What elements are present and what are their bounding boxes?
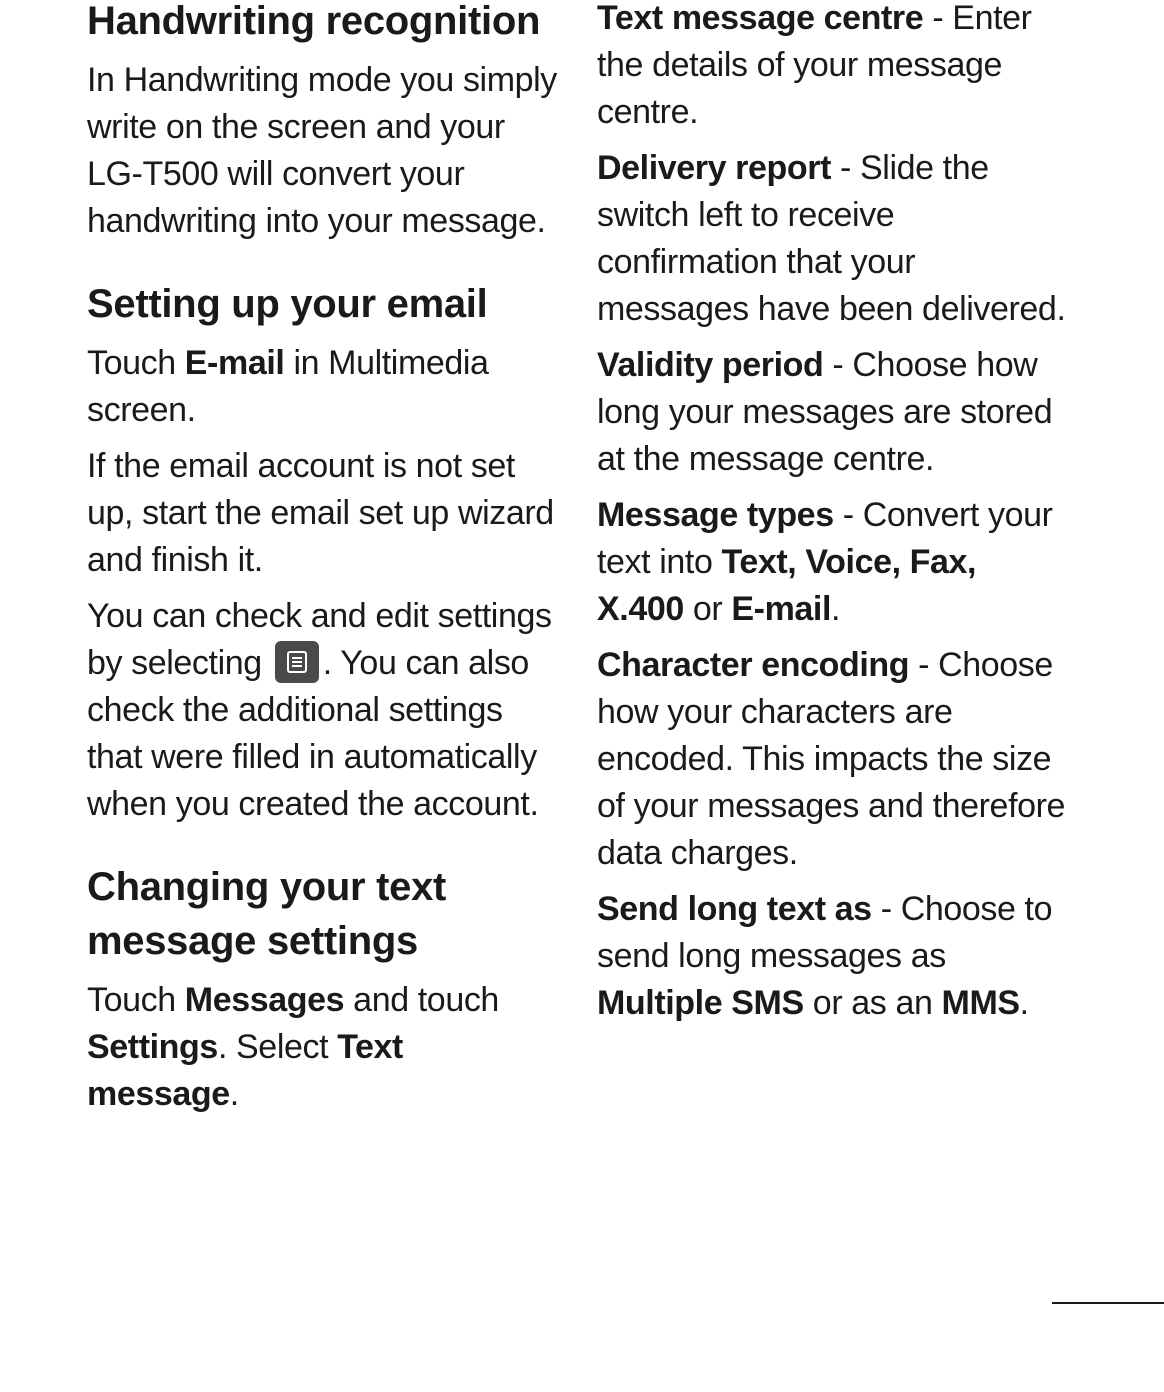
term-email: E-mail xyxy=(184,344,285,382)
page-corner-rule xyxy=(1052,1302,1164,1304)
term-type-email: E-mail xyxy=(731,590,832,628)
term-type-options: Text, Voice, Fax, X.400 xyxy=(597,543,977,628)
term-text-message: Text message xyxy=(87,1028,403,1113)
text-span: in Multimedia screen. xyxy=(87,344,489,429)
item-character-encoding xyxy=(597,642,1067,877)
text-span: . xyxy=(831,590,841,628)
text-span: . xyxy=(1019,984,1029,1022)
term-character-encoding: Character encoding xyxy=(597,646,910,684)
heading-changing-text-settings: Changing your text message settings xyxy=(87,865,447,963)
text-span: or xyxy=(683,590,732,628)
text-span: Touch xyxy=(87,344,185,382)
text-span: . xyxy=(229,1075,239,1113)
para-check-settings xyxy=(87,593,557,828)
term-settings: Settings xyxy=(87,1028,218,1066)
term-delivery-report: Delivery report xyxy=(597,149,831,187)
text-span: or as an xyxy=(803,984,942,1022)
item-delivery-report xyxy=(597,145,1067,333)
left-column xyxy=(87,0,557,1118)
para-touch-email xyxy=(87,340,557,434)
text-span: and touch xyxy=(344,981,499,1019)
item-message-types xyxy=(597,492,1067,633)
item-text-message-centre xyxy=(597,0,1067,136)
term-messages: Messages xyxy=(184,981,345,1019)
item-send-long-text xyxy=(597,886,1067,1027)
term-multiple-sms: Multiple SMS xyxy=(597,984,804,1022)
text-span: . You can also check the additional settings that were filled in automatically when you created the account. xyxy=(87,644,539,823)
text-span: - Convert your text into xyxy=(597,496,1053,581)
para-account-not-set: If the email account is not set up, start the email set up wizard and finish it. xyxy=(87,447,554,579)
text-span: - Choose how your characters are encoded. This impacts the size of your messages and therefore data charges. xyxy=(597,646,1066,872)
term-text-message-centre: Text message centre xyxy=(597,0,924,37)
heading-handwriting-recognition: Handwriting recognition xyxy=(87,0,541,43)
heading-setting-up-email: Setting up your email xyxy=(87,282,488,326)
text-span: - Enter the details of your message centre. xyxy=(597,0,1032,131)
term-validity-period: Validity period xyxy=(597,346,824,384)
term-mms: MMS xyxy=(941,984,1020,1022)
text-span: - Choose to send long messages as xyxy=(597,890,1053,975)
para-touch-messages xyxy=(87,977,557,1118)
text-span: . Select xyxy=(217,1028,338,1066)
text-span: You can check and edit settings by selecting xyxy=(87,597,552,682)
term-message-types: Message types xyxy=(597,496,834,534)
text-span: Touch xyxy=(87,981,185,1019)
term-send-long-text: Send long text as xyxy=(597,890,872,928)
item-validity-period xyxy=(597,342,1067,483)
para-handwriting: In Handwriting mode you simply write on the screen and your LG-T500 will convert your handwriting into your message. xyxy=(87,61,557,240)
text-span: - Choose how long your messages are stored at the message centre. xyxy=(597,346,1053,478)
right-column xyxy=(597,0,1067,1027)
menu-list-icon xyxy=(275,641,319,683)
text-span: - Slide the switch left to receive confirmation that your messages have been delivered. xyxy=(597,149,1066,328)
